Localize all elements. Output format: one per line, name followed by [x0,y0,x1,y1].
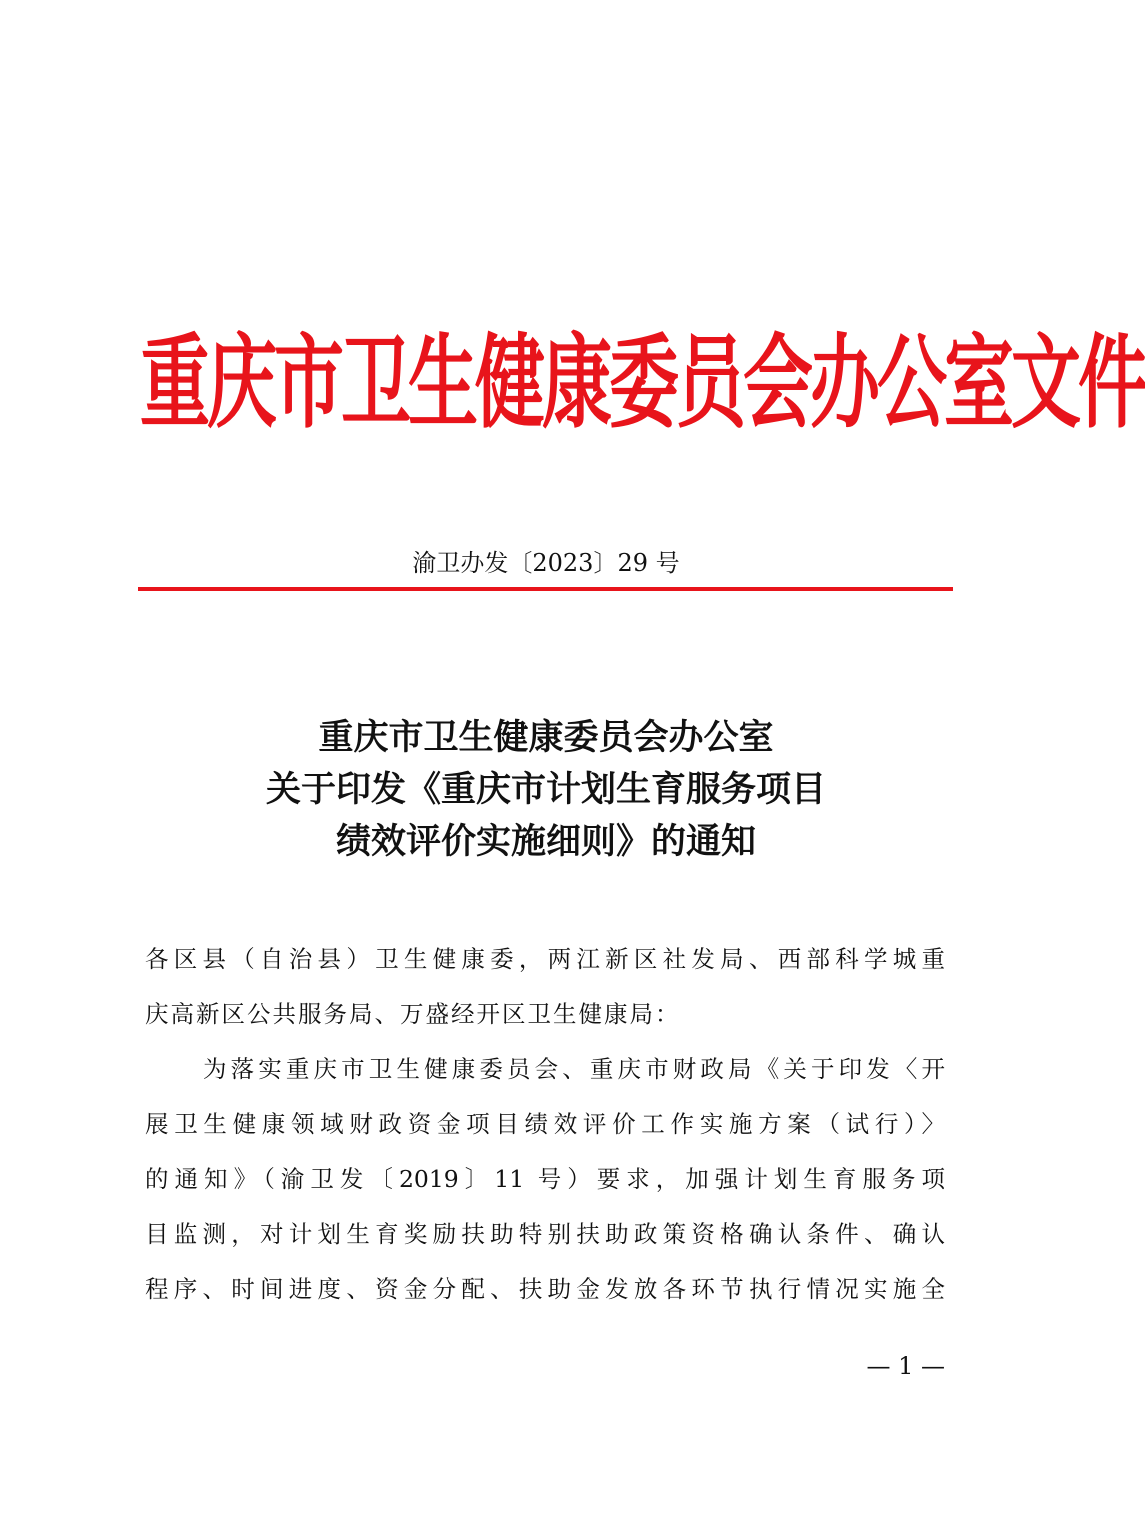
paragraph-line: 展卫生健康领域财政资金项目绩效评价工作实施方案（试行）〉 [145,1110,945,1138]
salutation-line: 各区县（自治县）卫生健康委，两江新区社发局、西部科学城重 [145,945,945,973]
red-separator-line [138,587,953,591]
masthead-title: 重庆市卫生健康委员会办公室文件 [140,322,1145,443]
title-line: 关于印发《重庆市计划生育服务项目 [265,769,826,810]
body-text [145,932,945,1317]
paragraph-line: 目监测，对计划生育奖励扶助特别扶助政策资格确认条件、确认 [145,1220,945,1248]
document-title [140,712,952,868]
paragraph-line: 程序、时间进度、资金分配、扶助金发放各环节执行情况实施全 [145,1275,945,1303]
paragraph-line: 为落实重庆市卫生健康委员会、重庆市财政局《关于印发〈开 [203,1055,945,1083]
salutation-line: 庆高新区公共服务局、万盛经开区卫生健康局： [145,1000,681,1028]
title-line: 重庆市卫生健康委员会办公室 [318,717,774,758]
page-number: — 1 — [866,1352,945,1380]
paragraph-line: 的通知》（渝卫发〔2019〕11 号）要求，加强计划生育服务项 [145,1165,945,1193]
title-line: 绩效评价实施细则》的通知 [335,821,756,862]
masthead [140,318,1145,448]
document-number: 渝卫办发〔2023〕29 号 [412,549,680,577]
